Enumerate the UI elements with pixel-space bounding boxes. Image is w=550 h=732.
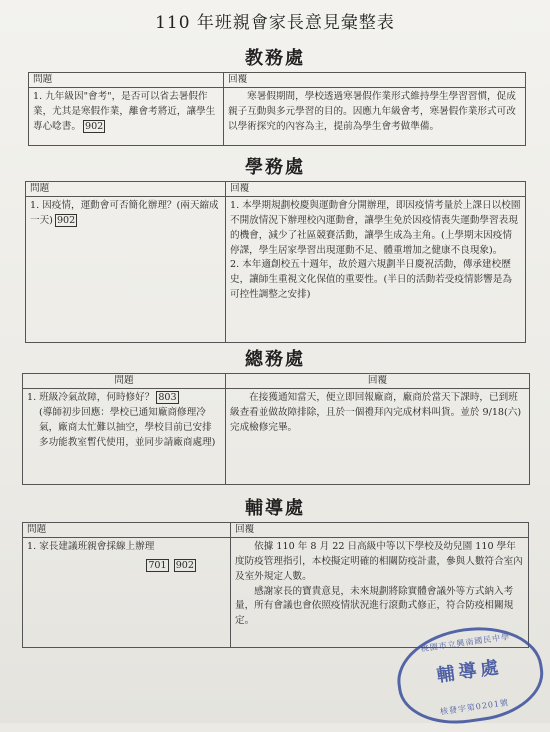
class-code: 902 [56,214,76,226]
answer-text: 寒暑假期間，學校透過寒暑假作業形式維持學生學習習慣，促成親子互動與多元學習的目的。因應九年級會考，寒暑假作業形式可改以學術探究的內容為主，提前為學生會考做準備。 [228,91,516,132]
question-cell [23,538,231,648]
section-table-counseling [22,522,529,648]
question-header: 問題 [29,73,224,88]
answer-cell [224,88,526,146]
section-title-academic: 教務處 [245,48,305,69]
section-table-student-affairs [25,181,526,343]
section-title-general-affairs: 總務處 [245,349,305,370]
section-table-general-affairs [22,373,530,485]
question-cell [23,389,226,485]
class-code: 803 [158,392,177,403]
question-cell [29,88,224,146]
question-header: 問題 [26,182,226,197]
answer-header: 回覆 [226,182,526,197]
answer-text: 在接獲通知當天，便立即回報廠商，廠商於當天下課時，已到班級查看並做故障排除，且於一個禮拜內完成材料叫貨。並於 9/18(六)完成檢修完畢。 [230,392,522,433]
question-text: 1. 九年級因"會考"，是否可以省去暑假作業，尤其是寒假作業，離會考將近，讓學生專心唸書。 [33,91,216,132]
answer-text: 1. 本學期規劃校慶與運動會分開辦理，即因疫情考量於上課日以校園不開放情況下辦理校內運動會，讓學生免於因疫情喪失運動學習表現的機會，減少了社區競賽活動，讓學生成為主角。(上學期末因疫情停課，學生居家學習出現運動不足、體重增加之健康不良現象)。 2. 本年適創校五十週年，故於週六規劃半日慶祝活動，傳承建校歷史，讓師生重視文化保值的重要性。(半日的活動若受疫情影響是為可控性調整之安排) [230,200,521,301]
stamp-number: 核發字第0201號 [439,697,510,717]
answer-header: 回覆 [226,374,530,389]
question-text: 1. 班級冷氣故障，何時修好？ [27,392,155,403]
answer-cell [226,197,526,343]
class-code: 902 [175,559,194,571]
class-codes [27,559,226,574]
question-cell [26,197,226,343]
answer-text: 依據 110 年 8 月 22 日高級中等以下學校及幼兒園 110 學年度防疫管理指引，本校擬定明確的相關防疫計畫，參與人數符合室內及室外規定人數。 感謝家長的寶貴意見，未來規劃將除實體會議外等方式納入考量，所有會議也會依照疫情狀況進行滾動式修正，符合防疫相關規定。 [235,541,523,627]
answer-cell [226,389,530,485]
stamp-school-name: 桃園市立興南國民中學 [420,632,511,654]
stamp-office-name: 輔導處 [435,656,504,687]
section-title-student-affairs: 學務處 [245,157,305,178]
question-header: 問題 [23,374,226,389]
section-title-counseling: 輔導處 [245,498,305,519]
answer-header: 回覆 [224,73,526,88]
question-text: 1. 因疫情，運動會可否簡化辦理？(兩天縮成一天) [30,200,219,226]
question-header: 問題 [23,523,231,538]
question-note: (導師初步回應：學校已通知廠商修理冷氣，廠商太忙難以抽空，學校目前已安排多功能教室暫代使用，並同步請廠商處理) [39,406,216,448]
class-code: 701 [148,559,167,571]
answer-header: 回覆 [231,523,529,538]
section-table-academic [28,72,526,146]
class-code: 902 [84,120,104,132]
document-title: 110 年班親會家長意見彙整表 [155,13,395,33]
question-text: 1. 家長建議班親會採線上辦理 [27,541,155,552]
